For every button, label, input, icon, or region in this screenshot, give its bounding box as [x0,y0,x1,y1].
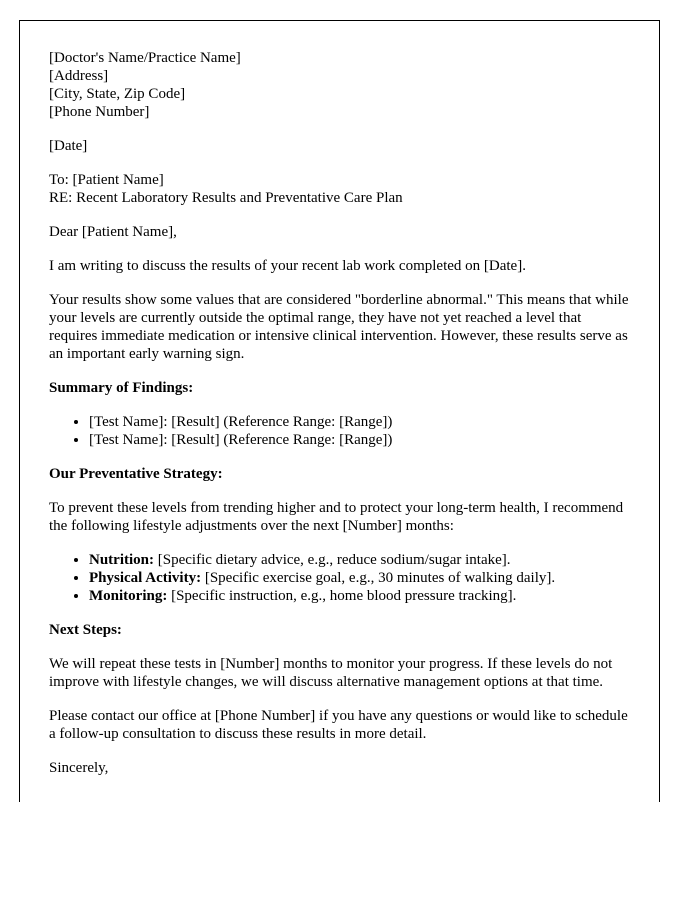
strategy-intro: To prevent these levels from trending higher and to protect your long-term health, I recommend the following lifestyle adjustments over the next [Number] months: [49,500,624,534]
strategy-item-nutrition [89,551,629,569]
doctor-name: [Doctor's Name/Practice Name] [49,50,241,66]
explanation-paragraph: Your results show some values that are considered "borderline abnormal." This means that while your levels are currently outside the optimal range, they have not yet reached a level that requires immediate medication or intensive clinical intervention. However, these results serve as an important early warning sign. [49,292,629,362]
contact-paragraph: Please contact our office at [Phone Number] if you have any questions or would like to schedule a follow-up consultation to discuss these results in more detail. [49,708,628,742]
intro-paragraph: I am writing to discuss the results of your recent lab work completed on [Date]. [49,258,526,274]
sender-address: [Address] [49,68,109,84]
salutation: Dear [Patient Name], [49,224,177,240]
strategy-item-text: [Specific dietary advice, e.g., reduce sodium/sugar intake]. [154,552,511,568]
next-steps-heading: Next Steps: [49,622,122,638]
strategy-item-label: Physical Activity: [89,570,202,586]
sender-address-block [49,49,629,121]
finding-item: • [Test Name]: [Result] (Reference Range: [Range]) [89,413,629,431]
letter-page [19,20,660,802]
strategy-item-monitoring [89,587,629,605]
strategy-item-text: [Specific instruction, e.g., home blood pressure tracking]. [167,588,517,604]
sender-phone: [Phone Number] [49,104,150,120]
strategy-item-physical-activity [89,569,629,587]
findings-heading: Summary of Findings: [49,380,194,396]
next-steps-paragraph: We will repeat these tests in [Number] months to monitor your progress. If these levels do not improve with lifestyle changes, we will discuss alternative management options at that time. [49,656,613,690]
letter-date: [Date] [49,138,88,154]
letter-content [49,49,629,793]
strategy-list [49,551,629,605]
strategy-item-label: Monitoring: [89,588,168,604]
findings-list [49,413,629,449]
closing: Sincerely, [49,760,109,776]
strategy-item-text: [Specific exercise goal, e.g., 30 minutes of walking daily]. [201,570,556,586]
strategy-item-label: Nutrition: [89,552,154,568]
re-line: RE: Recent Laboratory Results and Preventative Care Plan [49,190,403,206]
finding-item: • [Test Name]: [Result] (Reference Range: [Range]) [89,431,629,449]
strategy-heading: Our Preventative Strategy: [49,466,223,482]
recipient-block [49,171,629,207]
to-line: To: [Patient Name] [49,172,164,188]
sender-city-state-zip: [City, State, Zip Code] [49,86,186,102]
